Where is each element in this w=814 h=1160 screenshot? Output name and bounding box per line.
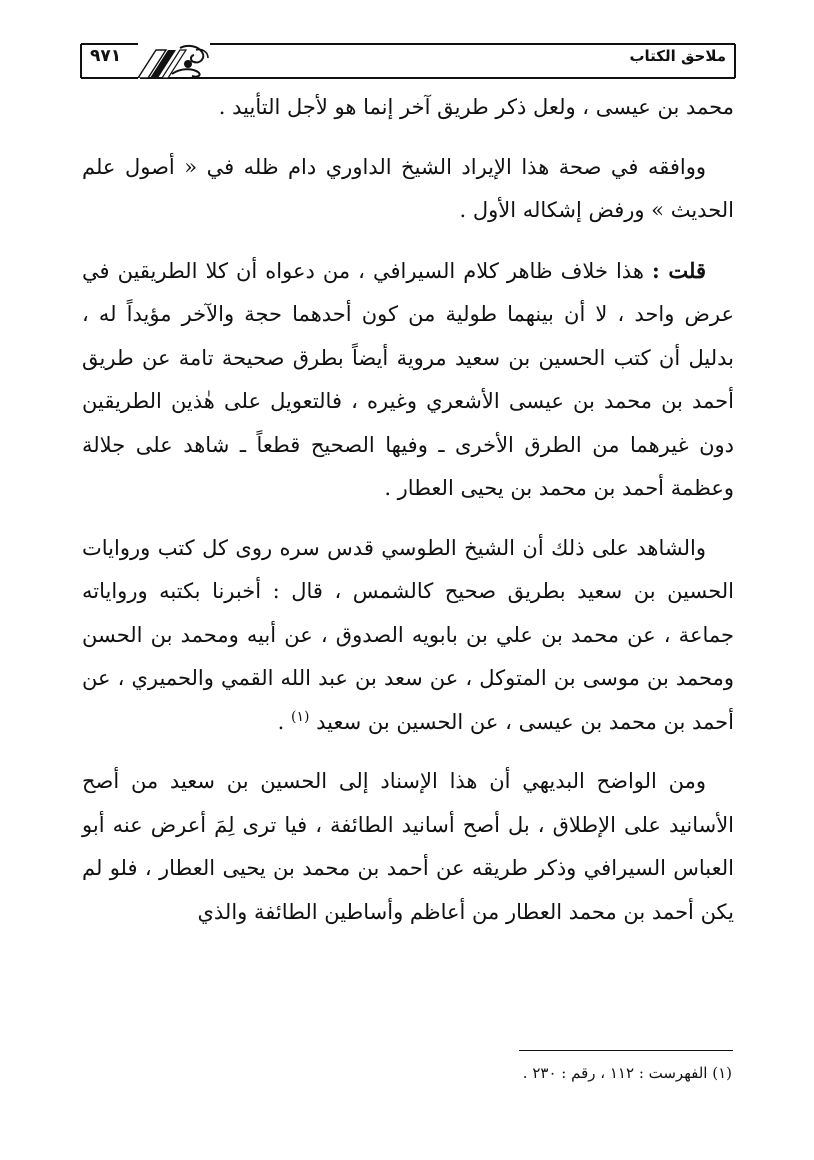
page-header	[80, 42, 736, 80]
main-text	[82, 86, 734, 934]
footnote-1: (١) الفهرست : ١١٢ ، رقم : ٢٣٠ .	[522, 1064, 732, 1082]
paragraph-4-text: والشاهد على ذلك أن الشيخ الطوسي قدس سره روى كل كتب وروايات الحسين بن سعيد بطريق صحيح كالشمس ، قال : أخبرنا بكتبه ورواياته جماعة ، عن محمد بن علي بن بابويه الصدوق ، عن أبيه ومحمد بن الحسن ومحمد بن موسى بن المتوكل ، عن سعد بن عبد الله القمي والحميري ، عن أحمد بن محمد بن عيسى ، عن الحسين بن سعيد	[82, 535, 734, 734]
ornament-icon	[136, 44, 210, 78]
paragraph-3-text: هذا خلاف ظاهر كلام السيرافي ، من دعواه أن كلا الطريقين في عرض واحد ، لا أن بينهما طولية من كون أحدهما حجة والآخر مؤيداً له ، بدليل أن كتب الحسين بن سعيد مروية أيضاً بطرق صحيحة تامة عن طريق أحمد بن محمد بن عيسى الأشعري وغيره ، فالتعويل على هٰذين الطريقين دون غيرهما من الطرق الأخرى ـ وفيها الصحيح قطعاً ـ شاهد على جلالة وعظمة أحمد بن محمد بن يحيى العطار .	[82, 258, 734, 500]
page-number: ٩٧١	[90, 46, 122, 66]
footnote-separator	[519, 1050, 733, 1051]
paragraph-3	[82, 249, 734, 511]
paragraph-3-lead: قلت :	[651, 257, 706, 283]
paragraph-4-end: .	[277, 709, 291, 734]
paragraph-5: ومن الواضح البديهي أن هذا الإسناد إلى الحسين بن سعيد من أصح الأسانيد على الإطلاق ، بل أصح أسانيد الطائفة ، فيا ترى لِمَ أعرض عنه أبو العباس السيرافي وذكر طريقه عن أحمد بن محمد بن يحيى العطار ، فلو لم يكن أحمد بن محمد العطار من أعاظم وأساطين الطائفة والذي	[82, 769, 734, 924]
paragraph-2: ووافقه في صحة هذا الإيراد الشيخ الداوري دام ظله في « أصول علم الحديث » ورفض إشكاله الأول .	[82, 154, 734, 222]
running-head: ملاحق الكتاب	[629, 47, 726, 65]
paragraph-4	[82, 527, 734, 745]
footnote-ref-1: (١)	[290, 708, 310, 725]
paragraph-1: محمد بن عيسى ، ولعل ذكر طريق آخر إنما هو لأجل التأييد .	[218, 95, 734, 119]
